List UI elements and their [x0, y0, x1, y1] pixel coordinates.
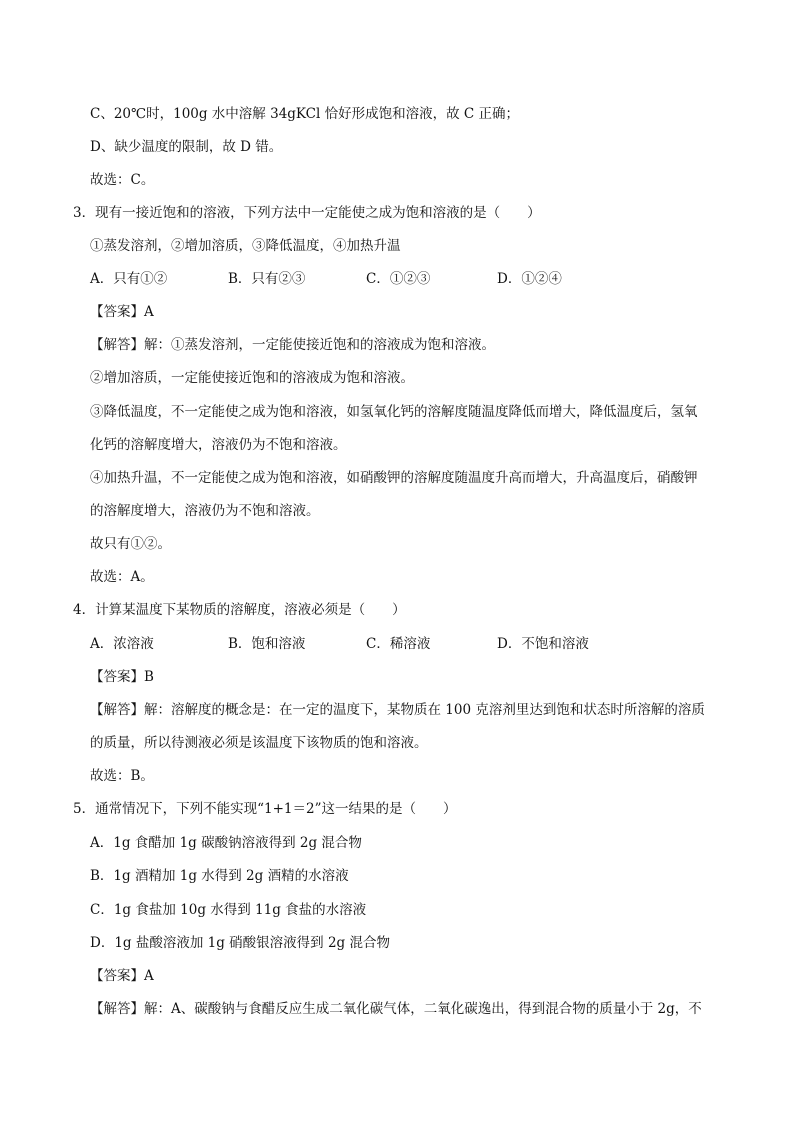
q3-option-d: D．①②④	[497, 271, 562, 287]
q4-answer	[90, 668, 154, 686]
q3-analysis-line: ④加热升温，不一定能使之成为饱和溶液，如硝酸钾的溶解度随温度升高而增大，升高温度后，硝酸钾	[90, 470, 698, 486]
q3-answer-value: A	[144, 304, 154, 320]
prev-pick: 故选：C。	[90, 172, 155, 188]
q5-option-a: A．1g 食醋加 1g 碳酸钠溶液得到 2g 混合物	[90, 835, 362, 851]
q4-option-a: A．浓溶液	[90, 636, 154, 652]
q3-option-b: B．只有②③	[228, 271, 306, 287]
q5-answer-value: A	[144, 968, 154, 984]
q3-sub-items: ①蒸发溶剂，②增加溶质，③降低温度，④加热升温	[90, 238, 401, 254]
q4-analysis-line: 的质量，所以待测液必须是该温度下该物质的饱和溶液。	[90, 735, 428, 751]
q5-option-c: C．1g 食盐加 10g 水得到 11g 食盐的水溶液	[90, 902, 367, 918]
q4-analysis-text: 解：溶解度的概念是：在一定的温度下，某物质在 100 克溶剂里达到饱和状态时所溶解的溶质	[144, 702, 705, 718]
q3-stem: 3．现有一接近饱和的溶液，下列方法中一定能使之成为饱和溶液的是（ ）	[73, 205, 541, 221]
q3-analysis-line: 故只有①②。	[90, 536, 171, 552]
q3-pick: 故选：A。	[90, 569, 154, 585]
q3-option-c: C．①②③	[366, 271, 431, 287]
q4-answer-value: B	[144, 669, 154, 685]
q4-stem: 4．计算某温度下某物质的溶解度，溶液必须是（ ）	[73, 602, 406, 618]
q5-answer	[90, 967, 154, 985]
q5-option-b: B．1g 酒精加 1g 水得到 2g 酒精的水溶液	[90, 868, 349, 884]
q3-answer	[90, 303, 154, 321]
q3-analysis-line: 化钙的溶解度增大，溶液仍为不饱和溶液。	[90, 437, 347, 453]
q3-analysis-text: 解：①蒸发溶剂，一定能使接近饱和的溶液成为饱和溶液。	[144, 337, 495, 353]
q5-answer-tag: 【答案】	[90, 968, 144, 984]
q5-stem: 5．通常情况下，下列不能实现“1+1＝2”这一结果的是（ ）	[73, 801, 457, 817]
q5-analysis-line	[90, 1000, 702, 1018]
q3-analysis-line: ③降低温度，不一定能使之成为饱和溶液，如氢氧化钙的溶解度随温度降低而增大，降低温度后，氢氧	[90, 404, 698, 420]
q4-pick: 故选：B。	[90, 768, 154, 784]
q3-analysis-line: ②增加溶质，一定能使接近饱和的溶液成为饱和溶液。	[90, 370, 414, 386]
prev-option-c-explanation: C、20℃时，100g 水中溶解 34gKCl 恰好形成饱和溶液，故 C 正确；	[90, 106, 519, 122]
q3-analysis-tag: 【解答】	[90, 337, 144, 353]
q5-analysis-tag: 【解答】	[90, 1001, 144, 1017]
q3-analysis-line: 的溶解度增大，溶液仍为不饱和溶液。	[90, 503, 320, 519]
q5-option-d: D．1g 盐酸溶液加 1g 硝酸银溶液得到 2g 混合物	[90, 935, 390, 951]
q4-option-c: C．稀溶液	[366, 636, 431, 652]
q4-option-b: B．饱和溶液	[228, 636, 306, 652]
q4-analysis-line	[90, 701, 705, 719]
q3-analysis-line	[90, 336, 495, 354]
prev-option-d-explanation: D、缺少温度的限制，故 D 错。	[90, 139, 283, 155]
q3-option-a: A．只有①②	[90, 271, 168, 287]
q4-analysis-tag: 【解答】	[90, 702, 144, 718]
q4-option-d: D．不饱和溶液	[497, 636, 589, 652]
q5-analysis-text: 解：A、碳酸钠与食醋反应生成二氧化碳气体，二氧化碳逸出，得到混合物的质量小于 2g，不	[144, 1001, 702, 1017]
q4-answer-tag: 【答案】	[90, 669, 144, 685]
q3-answer-tag: 【答案】	[90, 304, 144, 320]
